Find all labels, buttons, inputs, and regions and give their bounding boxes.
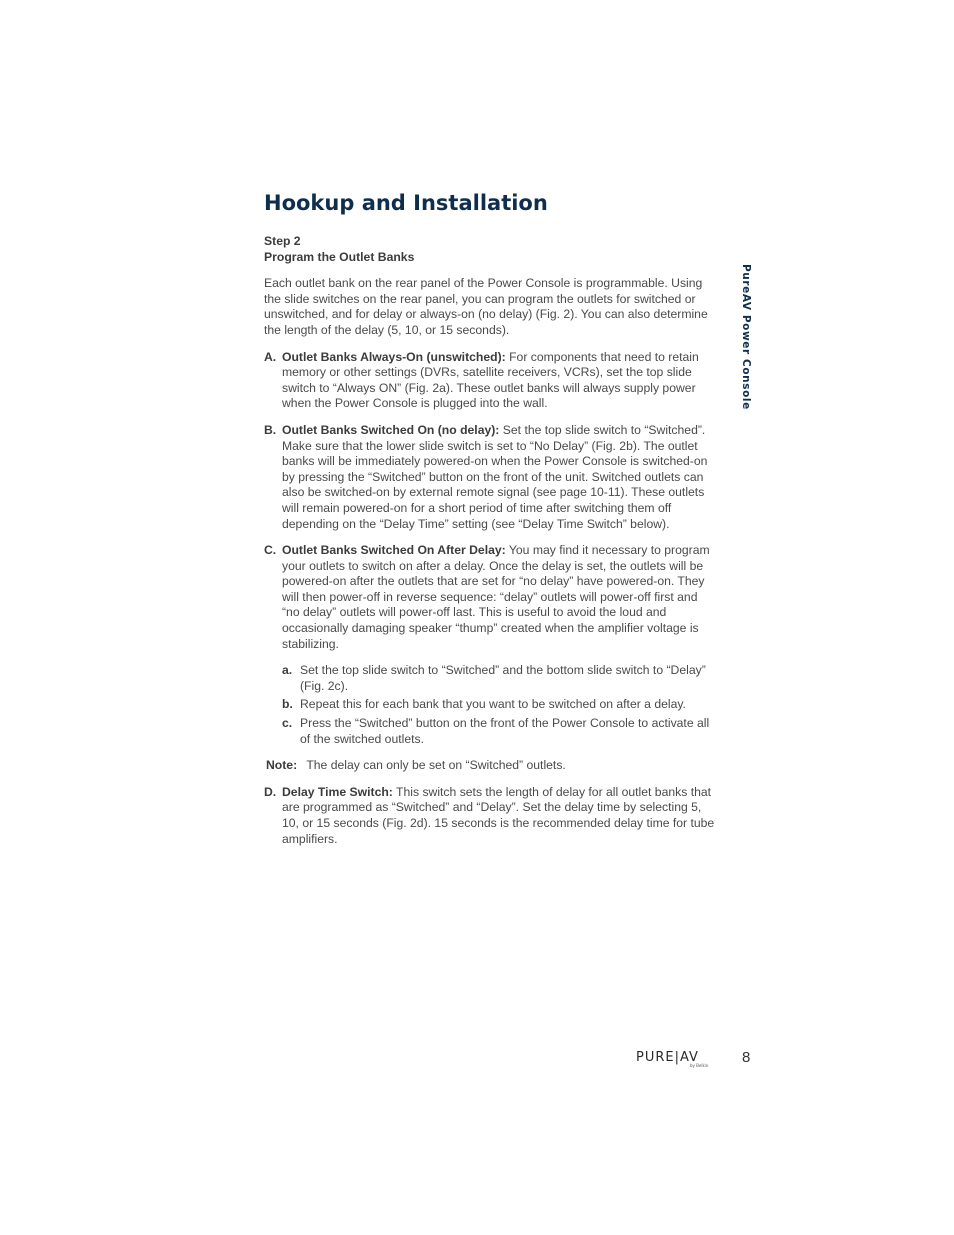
list-item-letter: C. bbox=[264, 543, 277, 558]
list-item-b bbox=[264, 423, 716, 532]
list-item-letter: A. bbox=[264, 349, 277, 364]
list-item-text: You may find it necessary to program your outlets to switch on after a delay. Once the delay is set, the outlets will be powered-on after the outlets that are set for “no delay” have powered-on. They will then power-off in reverse sequence: “delay” outlets will power-off first and “no delay” outlets will power-off last. This is useful to avoid the loud and occasionally damaging speaker “thump” created when the amplifier voltage is stabilizing. bbox=[282, 543, 710, 651]
intro-paragraph: Each outlet bank on the rear panel of the Power Console is programmable. Using the slide switches on the rear panel, you can program the outlets for switched or unswitched, and for delay or always-on (no delay) (Fig. 2). You can also determine the length of the delay (5, 10, or 15 seconds). bbox=[264, 276, 708, 337]
note-text: The delay can only be set on “Switched” outlets. bbox=[306, 758, 566, 773]
sub-item-text: Press the “Switched” button on the front of the Power Console to activate all of the switched outlets. bbox=[300, 716, 710, 746]
list-item-text: This switch sets the length of delay for all outlet banks that are programmed as “Switched” and “Delay”. Set the delay time by selecting 5, 10, or 15 seconds (Fig. 2d). 15 seconds is the recommended delay time for tube amplifiers. bbox=[282, 784, 715, 846]
sub-item-b bbox=[282, 697, 716, 713]
sub-item-letter: c. bbox=[282, 716, 293, 731]
list-item-letter: D. bbox=[264, 784, 277, 799]
pureav-logo bbox=[636, 1048, 718, 1068]
list-item-heading: Outlet Banks Switched On (no delay): bbox=[282, 422, 500, 437]
page-number: 8 bbox=[742, 1049, 751, 1066]
sub-item-letter: b. bbox=[282, 697, 293, 712]
logo-subtext: by Belkin bbox=[690, 1063, 709, 1068]
list-item-d bbox=[264, 785, 716, 847]
list-item-a bbox=[264, 350, 716, 412]
list-item-heading: Delay Time Switch: bbox=[282, 784, 393, 799]
list-item-heading: Outlet Banks Switched On After Delay: bbox=[282, 543, 506, 558]
sub-list bbox=[282, 663, 716, 747]
list-item-text: For components that need to retain memory or other settings (DVRs, satellite receivers, VCRs), set the top slide switch to “Always ON” (Fig. 2a). These outlet banks will always supply power when the Power Console is plugged into the wall. bbox=[282, 349, 699, 411]
sub-item-text: Repeat this for each bank that you want to be switched on after a delay. bbox=[300, 697, 686, 712]
list-item-letter: B. bbox=[264, 422, 277, 437]
list-item-heading: Outlet Banks Always-On (unswitched): bbox=[282, 349, 506, 364]
page-title: Hookup and Installation bbox=[264, 191, 548, 215]
logo-text: PURE|AV bbox=[636, 1050, 699, 1065]
note-label: Note: bbox=[266, 758, 298, 773]
note bbox=[264, 758, 716, 774]
list-item-text: Set the top slide switch to “Switched”. Make sure that the lower slide switch is set to “No Delay” (Fig. 2b). The outlet banks will be immediately powered-on when the Power Console is switched-on by pressing the “Switched” button on the front of the unit. Switched outlets can also be switched-on by external remote signal (see page 10-11). These outlets will remain powered-on for a short period of time after switching them off depending on the “Delay Time” setting (see “Delay Time Switch” below). bbox=[282, 422, 708, 531]
side-section-label: PureAV Power Console bbox=[740, 264, 752, 410]
step-label: Step 2 bbox=[264, 234, 301, 248]
sub-item-text: Set the top slide switch to “Switched” and the bottom slide switch to “Delay” (Fig. 2c). bbox=[300, 663, 706, 693]
list-item-c bbox=[264, 543, 716, 747]
step-title: Program the Outlet Banks bbox=[264, 249, 415, 264]
main-content bbox=[264, 234, 716, 847]
sub-item-a bbox=[282, 663, 716, 694]
sub-item-letter: a. bbox=[282, 663, 293, 678]
sub-item-c bbox=[282, 716, 716, 747]
